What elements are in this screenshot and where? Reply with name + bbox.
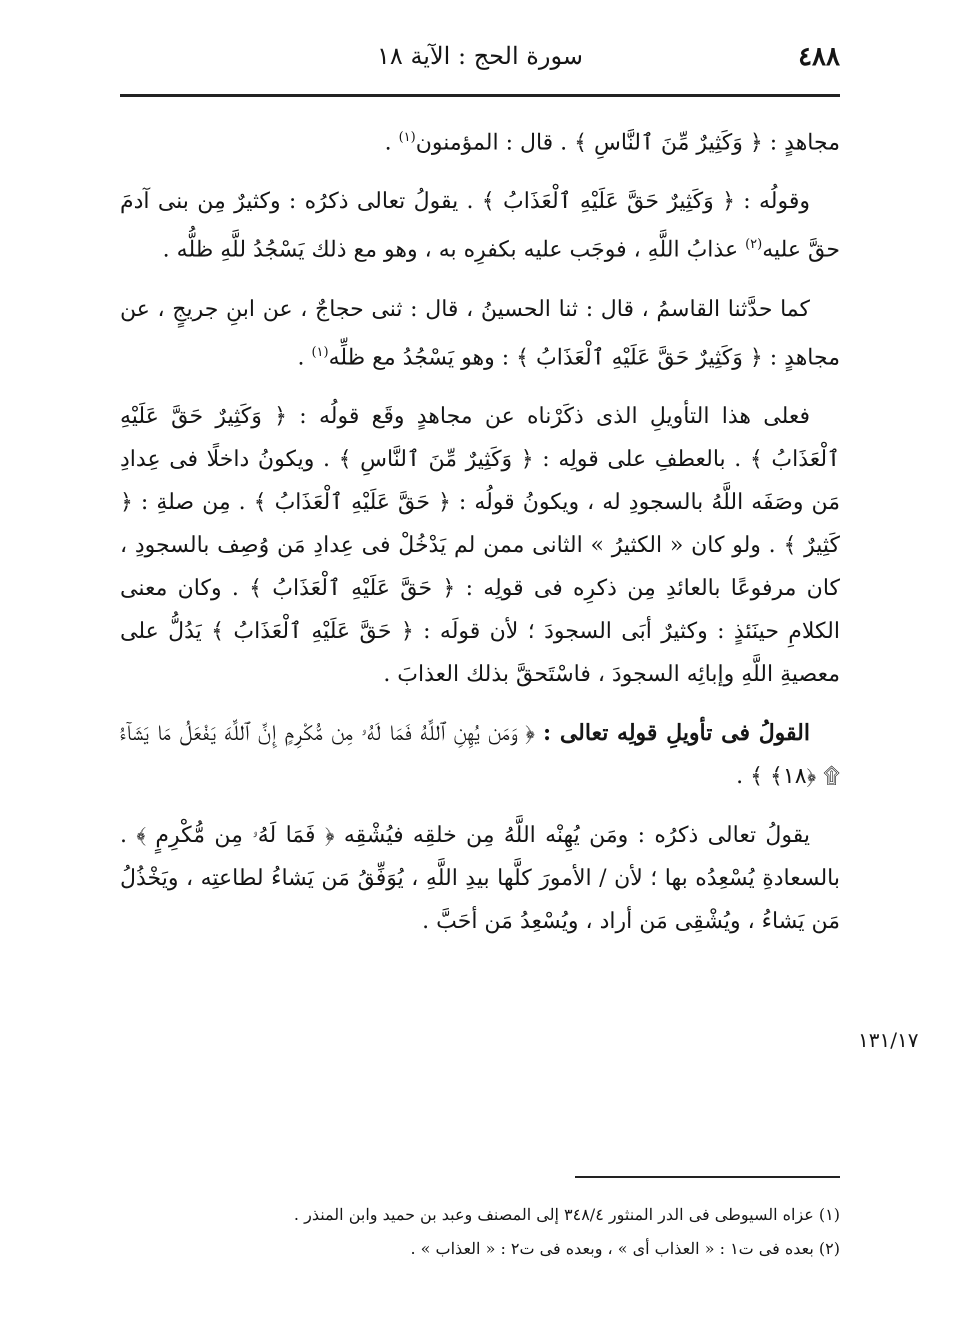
paragraph-text: وقولُه : ﴿ وَكَثِيرٌ حَقَّ عَلَيْهِ ٱلْعَذَابُ ﴾ . يقولُ تعالى ذكرُه : وكثيرٌ مِن بنى آدمَ حقَّ عليه [120,189,840,263]
paragraph-text: مجاهدٍ : ﴿ وَكَثِيرٌ مِّنَ ٱلنَّاسِ ﴾ . قال : المؤمنون [415,130,840,156]
paragraph [120,288,840,379]
margin-reference: ١٣١/١٧ [858,1028,919,1052]
footnotes [120,1200,840,1268]
paragraph-text: فعلى هذا التأويلِ الذى ذكَرْناه عن مجاهدٍ وقَع قولُه : ﴿ وَكَثِيرٌ حَقَّ عَلَيْهِ ٱلْعَذَابُ ﴾ . بالعطفِ على قولِه : ﴿ وَكَثِيرٌ مِّنَ ٱلنَّاسِ ﴾ . ويكونُ داخلًا فى عِدادِ مَن وصَفَه اللَّهُ بالسجودِ له ، ويكونُ قولُه : ﴿ حَقَّ عَلَيْهِ ٱلْعَذَابُ ﴾ . مِن صلةِ : ﴿ كَثِيرٌ ﴾ . ولو كان « الكثيرُ » الثانى ممن لم يَدْخُلْ فى عِدادِ مَن وُصِف بالسجودِ ، كان مرفوعًا بالعائدِ مِن ذكرِه فى قولِه : ﴿ حَقَّ عَلَيْهِ ٱلْعَذَابُ ﴾ . وكان معنى الكلامِ حينَئذٍ : وكثيرٌ أبَى السجودَ ؛ لأن قولَه : ﴿ حَقَّ عَلَيْهِ ٱلْعَذَابُ ﴾ يَدُلُّ على معصيةِ اللَّهِ وإبائِه السجودَ ، فاسْتَحقَّ بذلك العذابَ . [120,403,841,687]
paragraph-text: كما حدَّثنا القاسمُ ، قال : ثنا الحسينُ ، قال : ثنى حجاجٌ ، عن ابنِ جريجٍ ، عن مجاهدٍ : ﴿ وَكَثِيرٌ حَقَّ عَلَيْهِ ٱلْعَذَابُ ﴾ : وهو يَسْجُدُ مع ظلِّه [120,296,840,370]
paragraph-tail: عذابُ اللَّهِ ، فوجَب عليه بكفرِه به ، وهو مع ذلك يَسْجُدُ للَّهِ ظلُّه . [162,237,746,263]
section-heading [120,712,840,798]
page-number: ٤٨٨ [798,42,840,72]
paragraph [120,814,840,943]
paragraph [120,180,840,271]
page-header [120,40,840,97]
main-text [120,116,840,959]
footnote: (٢) بعده فى ت١ : « العذاب أى » ، وبعده فى ت٢ : « العذاب » . [410,1239,840,1258]
paragraph [120,116,840,164]
footnote-marker: (١) [311,344,329,360]
paragraph [120,395,840,696]
footnote: (١) عزاه السيوطى فى الدر المنثور ٣٤٨/٤ إلى المصنف وعبد بن حميد وابن المنذر . [293,1205,840,1224]
paragraph-text: يقولُ تعالى ذكرُه : ومَن يُهِنْه اللَّهُ مِن خلقِه فيُشْقِه ﴿ فَمَا لَهُۥ مِن مُّكْرِمٍ ﴾ . بالسعادةِ يُسْعِدُه بها ؛ لأن / الأمورَ كلَّها بيدِ اللَّهِ ، يُوَفِّقُ مَن يَشاءُ لطاعتِه ، ويَخْذُلُ مَن يَشاءُ ، ويُشْقِى مَن أراد ، ويُسْعِدُ مَن أحَبَّ . [120,822,840,934]
footnote-marker: (١) [398,130,416,145]
footnote-divider [575,1176,840,1178]
running-title: سورة الحج : الآية ١٨ [377,42,583,70]
footnote-marker: (٢) [745,237,763,253]
paragraph-tail: . [297,344,312,370]
heading-lead: القولُ فى تأويلِ قولِه تعالى : [543,719,810,746]
heading-verse: ﴿ وَمَن يُهِنِ ٱللَّهُ فَمَا لَهُۥ مِن مُّكْرِمٍ إِنَّ ٱللَّهَ يَفْعَلُ مَا يَشَآءُ ۩ ﴿١٨﴾ ﴾ . [120,720,840,789]
paragraph-tail: . [384,130,399,156]
